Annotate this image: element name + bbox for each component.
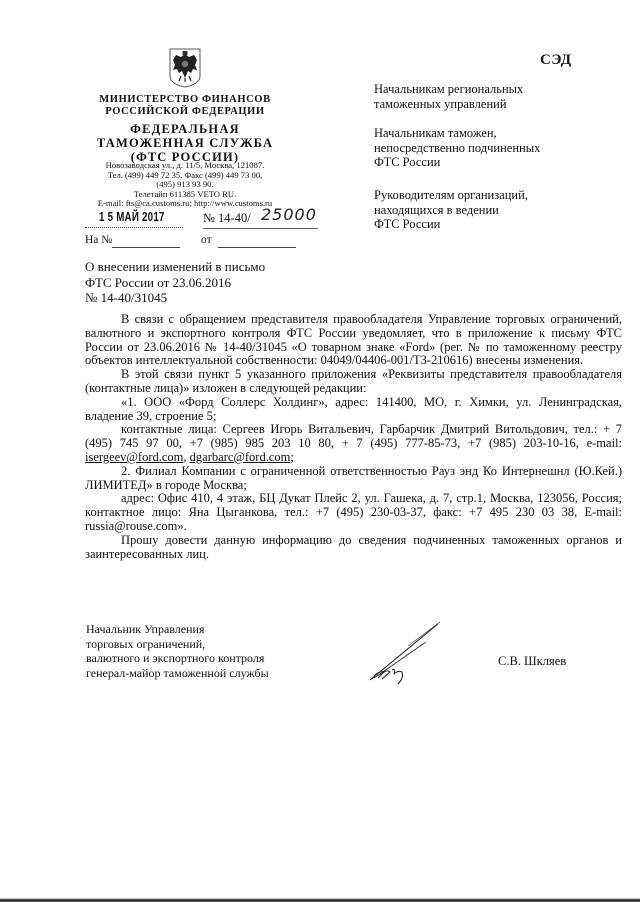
addressee-line: находящихся в ведении: [374, 202, 499, 217]
handwritten-signature-icon: [368, 612, 478, 692]
subject-line: О внесении изменений в письмо: [85, 259, 266, 274]
addressee-line: таможенных управлений: [374, 96, 507, 111]
body-paragraph: В связи с обращением представителя правообладателя Управление торговых ограничений, валютного и экспортного контроля ФТС России уведомляет, что в приложение к письму ФТС России от 23.06.2016 № 14-40/31045 «О товарном знаке «Ford» (рег. № по таможенному реестру объектов интеллектуальной собственности: 04049/04406-001/ТЗ-210616) внесены изменения.: [85, 312, 622, 368]
title-line: торговых ограничений,: [86, 636, 206, 651]
address-line: Новозаводская ул., д. 11/5, Москва, 121087.: [105, 160, 265, 170]
address-line: Телетайп 611385 VETO RU.: [133, 188, 237, 199]
reference-number-blank: [112, 247, 180, 248]
title-line: валютного и экспортного контроля: [86, 651, 265, 665]
registration-number-handwritten: 25000: [261, 205, 317, 224]
registration-date-stamp: 1 5 МАЙ 2017: [99, 210, 165, 224]
address-line: Тел. (499) 449 72 35. Факс (499) 449 73 00,: [107, 169, 263, 180]
addressee-line: Руководителям организаций,: [374, 188, 528, 202]
body-paragraph: Прошу довести данную информацию до сведения подчиненных таможенных органов и заинтересованных лиц.: [85, 532, 622, 561]
contacts-text: контактные лица: Сергеев Игорь Витальевич, Гарбарчик Дмитрий Витольдович, тел.: + 7 (495) 745 97 00, +7 (985) 985 203 10 80, + 7 (495) 777-85-73, +7 (985) 203-10-16, e-mail:: [85, 422, 622, 451]
service-line: ТАМОЖЕННАЯ СЛУЖБА: [96, 136, 274, 150]
letter-body: [85, 313, 622, 561]
addressee-line: Начальникам таможен,: [374, 126, 497, 140]
punctuation: ;: [290, 449, 294, 464]
addressee-line: ФТС России: [374, 217, 441, 231]
date-underline: [85, 227, 183, 228]
reference-row: [85, 234, 335, 250]
body-paragraph: адрес: Офис 410, 4 этаж, БЦ Дукат Плейс 2, ул. Гашека, д. 7, стр.1, Москва, 123056, Россия; контактное лицо: Яна Цыганкова, тел.: +7 (495) 230-03-37, факс: +7 495 230 03 38, E-mail: russia@rouse.com».: [85, 491, 622, 533]
title-line: генерал-майор таможенной службы: [86, 665, 269, 680]
service-line: ФЕДЕРАЛЬНАЯ: [130, 122, 240, 136]
addressee-regional-customs: [374, 82, 614, 111]
subject-line: ФТС России от 23.06.2016: [85, 274, 232, 290]
email-link-isergeev[interactable]: isergeev@ford.com: [85, 449, 184, 464]
ministry-line: МИНИСТЕРСТВО ФИНАНСОВ: [99, 94, 271, 105]
addressee-customs-heads: [374, 126, 614, 170]
addressee-organizations: [374, 188, 614, 232]
registration-number-prefix: № 14-40/: [203, 211, 251, 225]
scan-edge: [0, 898, 640, 902]
address-line: E-mail: fts@ca.customs.ru; http://www.customs.ru: [97, 198, 273, 209]
body-paragraph: 2. Филиал Компании с ограниченной ответственностью Рауз энд Ко Интернешнл (Ю.Кей.) ЛИМИТЕД» в городе Москва;: [85, 463, 622, 492]
ministry-line: РОССИЙСКОЙ ФЕДЕРАЦИИ: [105, 106, 265, 117]
coat-of-arms-icon: [167, 46, 203, 88]
addressee-line: Начальникам региональных: [374, 82, 524, 96]
reference-date-label: от: [201, 234, 212, 246]
subject-line: № 14-40/31045: [85, 290, 168, 305]
letter-subject: [85, 259, 345, 306]
service-name: [80, 122, 290, 164]
body-paragraph: «1. ООО «Форд Соллерс Холдинг», адрес: 141400, МО, г. Химки, ул. Ленинградская, владение 39, строение 5;: [85, 394, 622, 423]
number-underline: [203, 228, 318, 229]
body-paragraph-contacts: [85, 423, 622, 464]
separator: ,: [183, 449, 190, 464]
service-line: (ФТС РОССИИ): [130, 150, 240, 164]
signatory-name: С.В. Шкляев: [498, 654, 567, 668]
title-line: Начальник Управления: [86, 622, 205, 636]
email-link-dgarbarc[interactable]: dgarbarc@ford.com: [189, 449, 291, 464]
signatory-title: [86, 622, 326, 680]
document-mark: СЭД: [540, 52, 572, 68]
addressee-line: непосредственно подчиненных: [374, 140, 541, 155]
ministry-name: [80, 94, 290, 118]
addressee-line: ФТС России: [374, 155, 441, 169]
reference-date-blank: [218, 247, 296, 248]
reference-number-label: На №: [85, 234, 113, 246]
sender-address: [80, 161, 290, 209]
body-paragraph: В этой связи пункт 5 указанного приложения «Реквизиты представителя правообладателя (контактные лица)» изложен в следующей редакции:: [85, 367, 622, 395]
address-line: (495) 913 93 90.: [156, 179, 214, 190]
registration-row: [85, 205, 335, 229]
